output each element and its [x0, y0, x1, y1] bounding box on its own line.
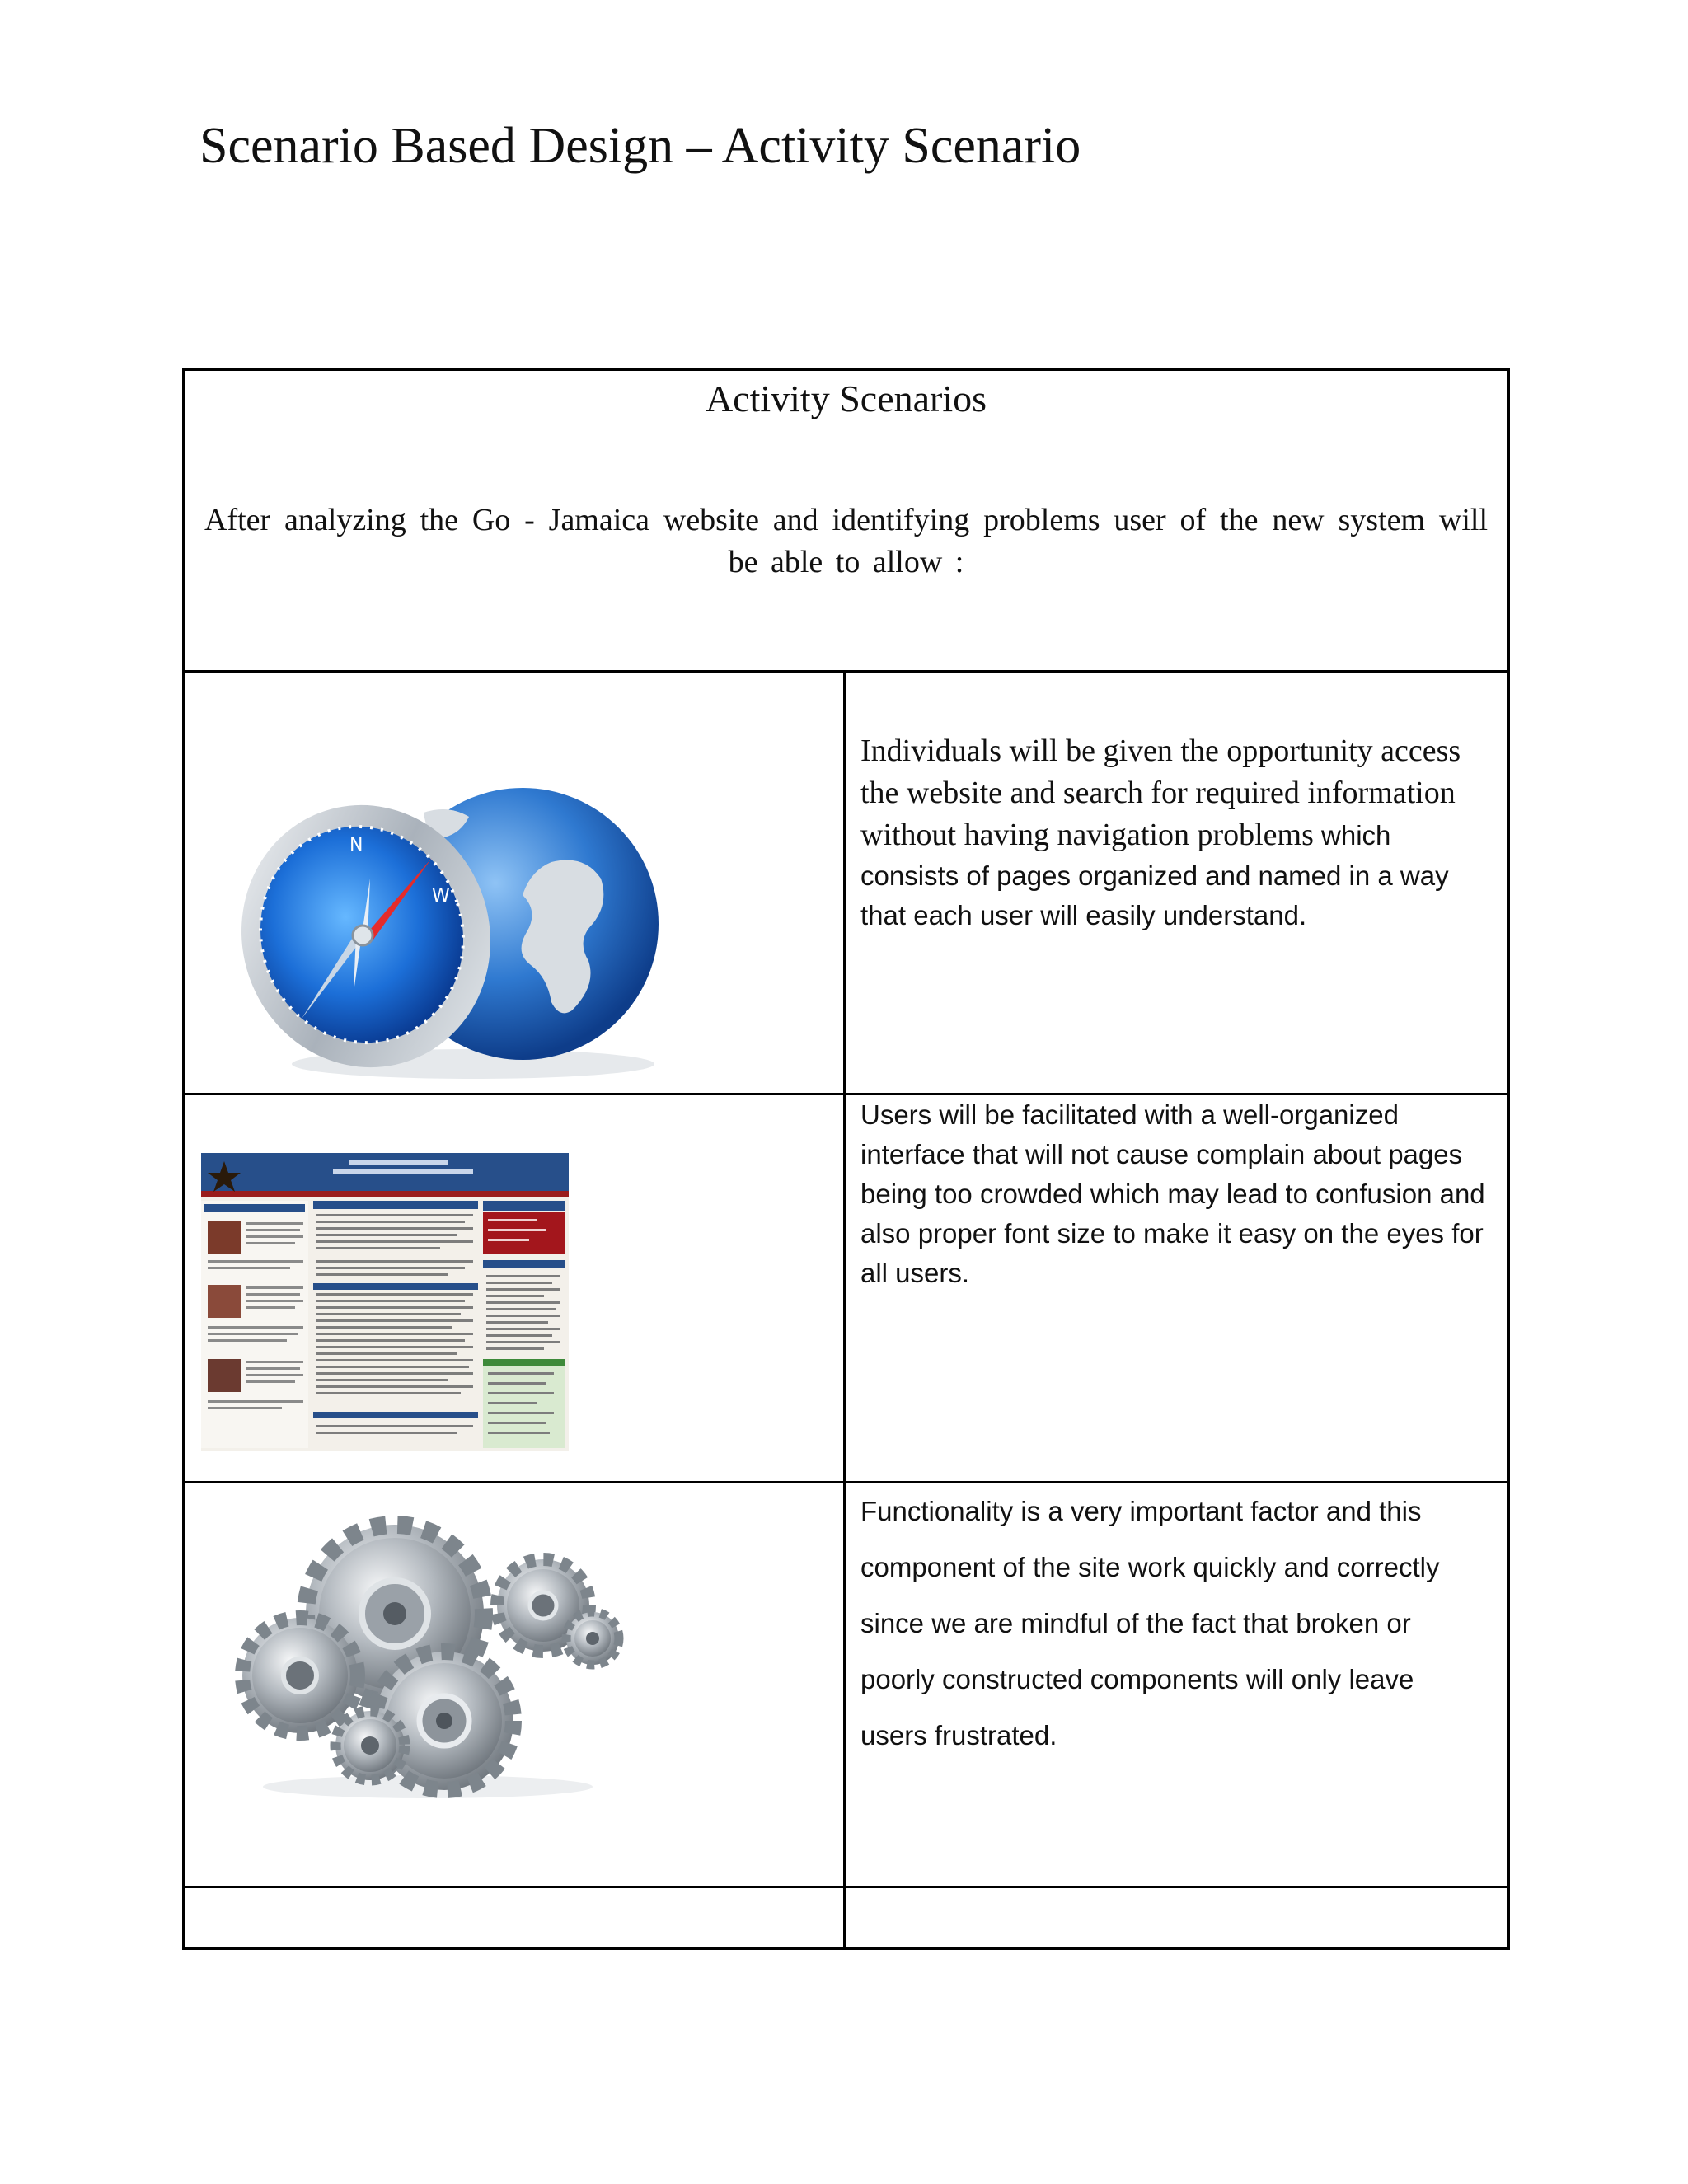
compass-globe-icon	[226, 780, 687, 1085]
svg-text:W: W	[432, 886, 450, 907]
text-cell	[845, 672, 1509, 1094]
table-row	[184, 1887, 1509, 1949]
scenario-text-sans: which consists of pages organized and named in a way that each user will easily understand.	[860, 820, 1449, 930]
image-cell	[184, 1483, 845, 1887]
table-header-row	[184, 370, 1509, 672]
scenario-text-functionality: Functionality is a very important factor and this component of the site work quickly and correctly since we are mindful of the fact that broken or poorly constructed components will only leave users frustrated.	[860, 1496, 1440, 1750]
activity-scenarios-table	[182, 368, 1510, 1950]
text-cell	[845, 1483, 1509, 1887]
page-title: Scenario Based Design – Activity Scenario	[199, 118, 1081, 174]
table-header-cell	[184, 370, 1509, 672]
gears-icon	[230, 1498, 626, 1803]
table-row	[184, 1094, 1509, 1483]
image-cell	[184, 1094, 845, 1483]
text-cell	[845, 1094, 1509, 1483]
scenario-text-navigation	[860, 730, 1486, 935]
scenario-text-serif: Individuals will be given the opportunity access the website and search for required information without having navigation problems	[860, 733, 1461, 852]
empty-cell	[845, 1887, 1509, 1949]
empty-cell	[184, 1887, 845, 1949]
table-row	[184, 672, 1509, 1094]
scenario-text-interface: Users will be facilitated with a well-organized interface that will not cause complain about pages being too crowded which may lead to confusion and also proper font size to make it easy on the eyes for all users.	[860, 1099, 1485, 1288]
table-heading: Activity Scenarios	[705, 377, 987, 419]
image-cell	[184, 672, 845, 1094]
table-row	[184, 1483, 1509, 1887]
svg-text:N: N	[349, 835, 363, 855]
table-intro: After analyzing the Go - Jamaica website and identifying problems user of the new system will be able to allow :	[204, 502, 1488, 580]
website-screenshot-icon	[201, 1153, 569, 1451]
